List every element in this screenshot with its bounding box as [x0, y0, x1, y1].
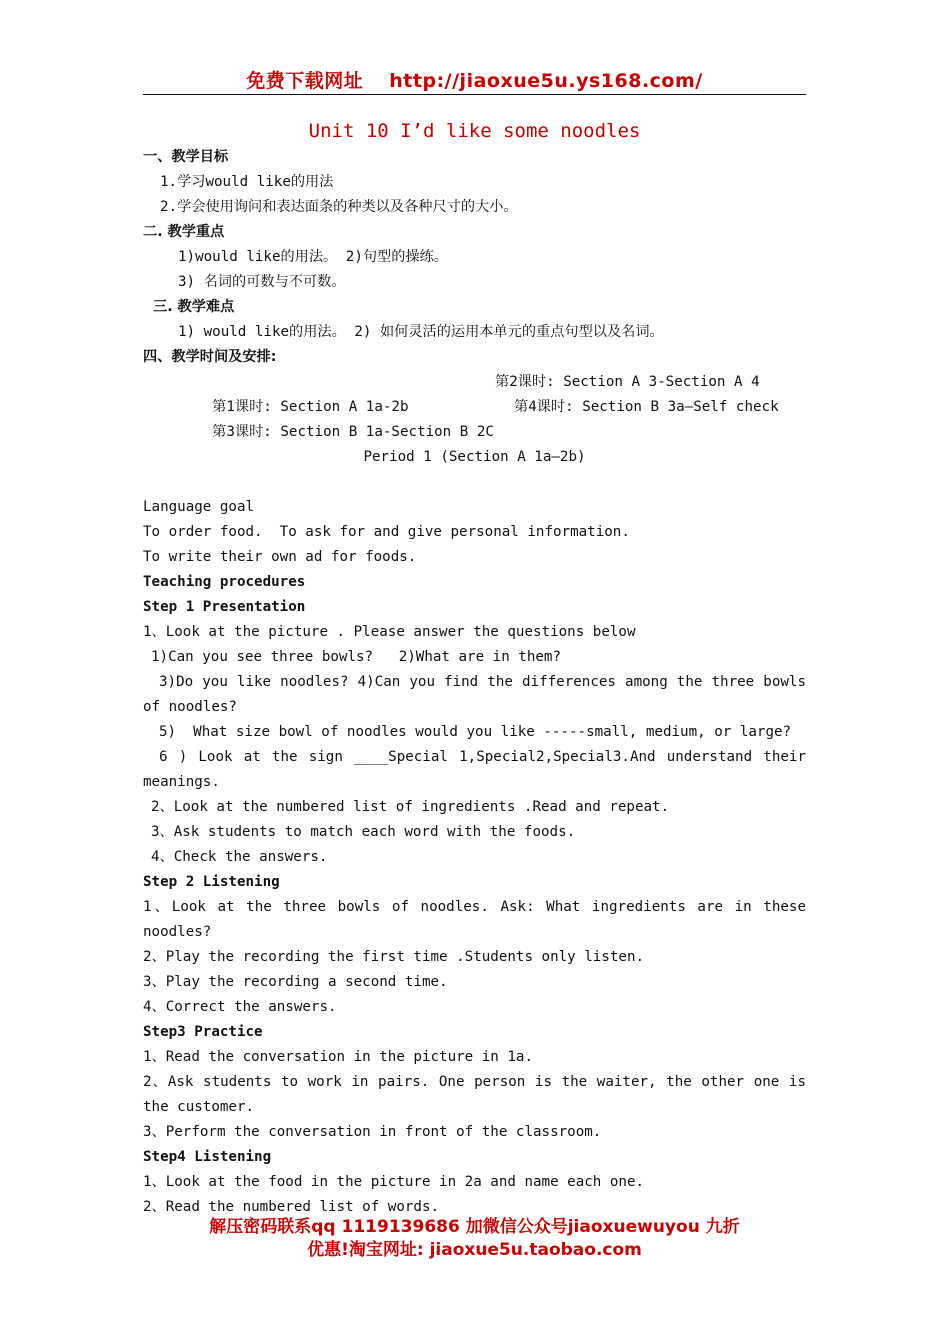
- header-site-label: 免费下载网址: [246, 70, 364, 92]
- step4-line: 2、Read the numbered list of words.: [143, 1199, 440, 1215]
- step1-question: 3)Do you like noodles? 4)Can you find the differences among the three bowls of noodles?: [143, 674, 806, 715]
- footer-shop-line[interactable]: 优惠!淘宝网址: jiaoxue5u.taobao.com: [307, 1240, 642, 1260]
- section-schedule-heading: 四、教学时间及安排:: [143, 349, 277, 365]
- step2-line: 4、Correct the answers.: [143, 999, 337, 1015]
- step3-line: 3、Perform the conversation in front of the classroom.: [143, 1124, 602, 1140]
- objective-item: 2.学会使用询问和表达面条的种类以及各种尺寸的大小。: [160, 199, 518, 215]
- document-body: [143, 145, 806, 1220]
- language-goal-line: To write their own ad for foods.: [143, 549, 417, 565]
- teaching-procedures-heading: Teaching procedures: [143, 574, 306, 590]
- step3-heading: Step3 Practice: [143, 1024, 263, 1040]
- schedule-row: [143, 395, 806, 440]
- schedule-period-1: 第1课时: Section A 1a-2b: [212, 399, 409, 415]
- header-site-url[interactable]: http://jiaoxue5u.ys168.com/: [389, 70, 703, 92]
- step3-line: 2、Ask students to work in pairs. One person is the waiter, the other one is the customer.: [143, 1074, 806, 1115]
- step1-question: 1)Can you see three bowls? 2)What are in them?: [151, 649, 561, 665]
- difficulty-item: 1) would like的用法。 2) 如何灵活的运用本单元的重点句型以及名词。: [178, 324, 664, 340]
- step1-line: 4、Check the answers.: [151, 849, 328, 865]
- step2-heading: Step 2 Listening: [143, 874, 280, 890]
- section-objectives-heading: 一、教学目标: [143, 149, 229, 165]
- step1-line: 1、Look at the picture . Please answer the questions below: [143, 624, 636, 640]
- step4-heading: Step4 Listening: [143, 1149, 272, 1165]
- schedule-period-2: 第2课时: Section A 3-Section A 4: [495, 374, 760, 390]
- keypoint-item: 1)would like的用法。 2)句型的操练。: [178, 249, 448, 265]
- step1-line: 2、Look at the numbered list of ingredients .Read and repeat.: [151, 799, 670, 815]
- language-goal-line: To order food. To ask for and give personal information.: [143, 524, 630, 540]
- header-divider: [143, 94, 806, 95]
- document-title: Unit 10 I’d like some noodles: [308, 120, 641, 142]
- step1-question: 6 ) Look at the sign ____Special 1,Special2,Special3.And understand their meanings.: [143, 749, 806, 790]
- step1-line: 3、Ask students to match each word with the foods.: [151, 824, 576, 840]
- footer-contact-line: 解压密码联系qq 1119139686 加微信公众号jiaoxuewuyou 九折: [209, 1217, 740, 1237]
- section-keypoints-heading: 二. 教学重点: [143, 224, 225, 240]
- step1-question: 5) What size bowl of noodles would you like -----small, medium, or large?: [159, 724, 792, 740]
- language-goal-heading: Language goal: [143, 499, 255, 515]
- section-difficulties-heading: 三. 教学难点: [153, 299, 235, 315]
- step1-heading: Step 1 Presentation: [143, 599, 306, 615]
- period-title: Period 1 (Section A 1a—2b): [363, 449, 586, 465]
- step2-line: 2、Play the recording the first time .Students only listen.: [143, 949, 645, 965]
- objective-item: 1.学习would like的用法: [160, 174, 334, 190]
- keypoint-item: 3) 名词的可数与不可数。: [178, 274, 346, 290]
- step2-line: 3、Play the recording a second time.: [143, 974, 448, 990]
- step4-line: 1、Look at the food in the picture in 2a and name each one.: [143, 1174, 645, 1190]
- step3-line: 1、Read the conversation in the picture in 1a.: [143, 1049, 534, 1065]
- step2-line: 1、Look at the three bowls of noodles. Ask: What ingredients are in these noodles?: [143, 899, 806, 940]
- page-header: [143, 66, 806, 93]
- schedule-period-4: 第4课时: Section B 3a—Self check: [514, 399, 779, 415]
- page-footer: [143, 1216, 806, 1262]
- schedule-period-3: 第3课时: Section B 1a-Section B 2C: [212, 424, 494, 440]
